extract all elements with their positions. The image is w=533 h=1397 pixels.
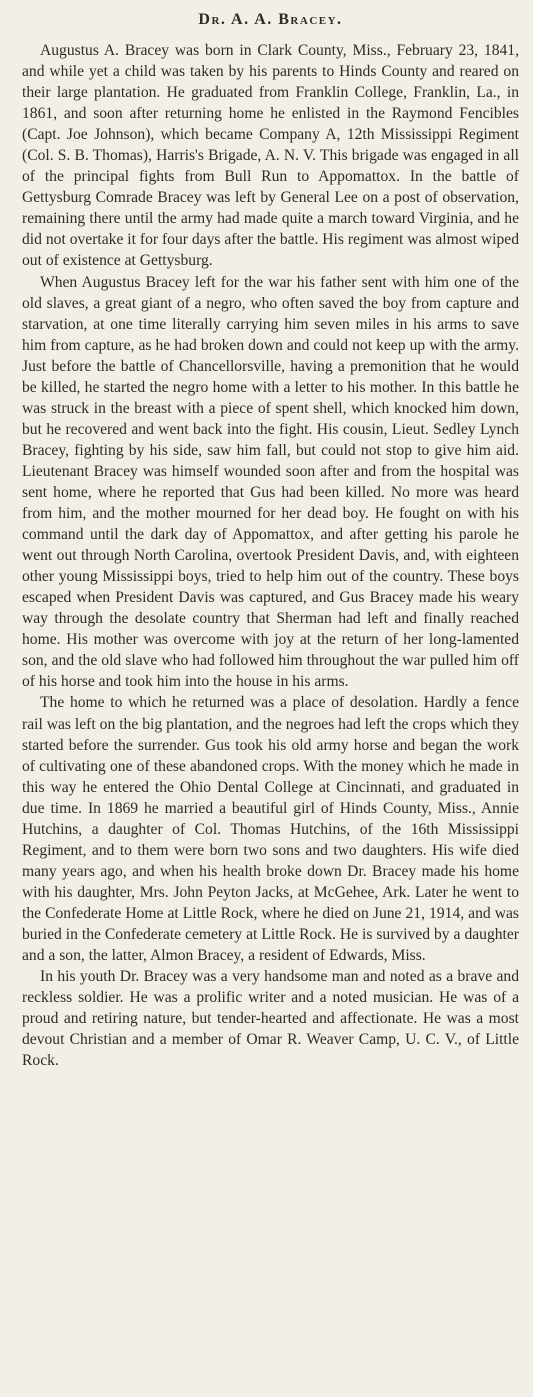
article-paragraph-later-life: The home to which he returned was a place of desolation. Hardly a fence rail was left on the big plantation, and the negroes had left the crops which they started before the surrender. Gus took his old army horse and began the work of cultivating one of these abandoned crops. With the money which he made in this way he entered the Ohio Dental College at Cincinnati, and graduated in due time. In 1869 he married a beautiful girl of Hinds County, Miss., Annie Hutchins, a daughter of Col. Thomas Hutchins, of the 16th Mississippi Regiment, and to them were born two sons and two daughters. His wife died many years ago, and when his health broke down Dr. Bracey made his home with his daughter, Mrs. John Peyton Jacks, at McGehee, Ark. Later he went to the Confederate Home at Little Rock, where he died on June 21, 1914, and was buried in the Confederate cemetery at Little Rock. He is survived by a daughter and a son, the latter, Almon Bracey, a resident of Edwards, Miss. — [22, 694, 519, 965]
obituary-article — [22, 10, 519, 1071]
article-paragraph-character: In his youth Dr. Bracey was a very handsome man and noted as a brave and reckless soldier. He was a prolific writer and a noted musician. He was of a proud and retiring nature, but tender-hearted and affectionate. He was a most devout Christian and a member of Omar R. Weaver Camp, U. C. V., of Little Rock. — [22, 968, 519, 1070]
article-paragraph-war-service: When Augustus Bracey left for the war his father sent with him one of the old slaves, a great giant of a negro, who often saved the boy from capture and starvation, at one time literally carrying him seven miles in his arms to save him from capture, as he had broken down and could not keep up with the army. Just before the battle of Chancellorsville, having a premonition that he would be killed, he started the negro home with a letter to his mother. In this battle he was struck in the breast with a piece of spent shell, which knocked him down, but he recovered and went back into the fight. His cousin, Lieut. Sedley Lynch Bracey, fighting by his side, saw him fall, but could not stop to give him aid. Lieutenant Bracey was himself wounded soon after and from the hospital was sent home, where he reported that Gus had been killed. No more was heard from him, and the mother mourned for her dead boy. He fought on with his command until the dark day of Appomattox, and after getting his parole he went out through North Carolina, overtook President Davis, and, with eighteen other young Mississippi boys, tried to help him out of the country. These boys escaped when President Davis was captured, and Gus Bracey made his weary way through the desolate country that Sherman had left and finally reached home. His mother was overcome with joy at the return of her long-lamented son, and the old slave who had followed him throughout the war pulled him off of his horse and took him into the house in his arms. — [22, 273, 519, 691]
article-title: Dr. A. A. Bracey. — [198, 11, 343, 28]
article-paragraph-early-life: Augustus A. Bracey was born in Clark County, Miss., February 23, 1841, and while yet a child was taken by his parents to Hinds County and reared on their large plantation. He graduated from Franklin College, Franklin, La., in 1861, and soon after returning home he enlisted in the Raymond Fencibles (Capt. Joe Johnson), which became Company A, 12th Mississippi Regiment (Col. S. B. Thomas), Harris's Brigade, A. N. V. This brigade was engaged in all of the principal fights from Bull Run to Appomattox. In the battle of Gettysburg Comrade Bracey was left by General Lee on a post of observation, remaining there until the army had made quite a march toward Virginia, and he did not overtake it for four days after the battle. His regiment was almost wiped out of existence at Gettysburg. — [22, 42, 519, 270]
